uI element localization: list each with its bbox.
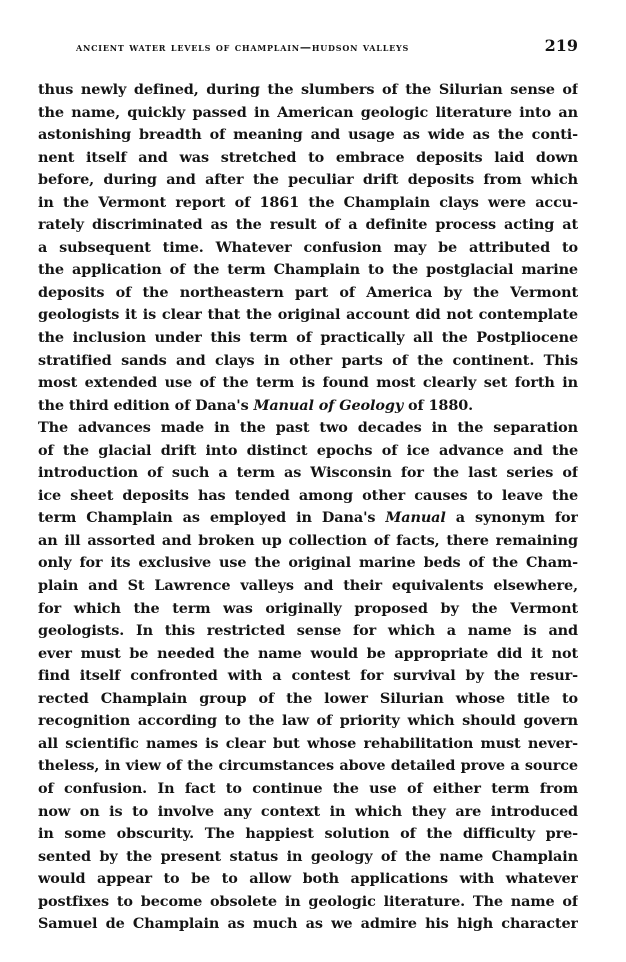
text-line: for which the term was originally proposed by the Vermont [38,599,578,617]
text-line: nent itself and was stretched to embrace deposits laid down [38,148,578,166]
book-title: Manual [385,509,446,527]
text-line: most extended use of the term is found most clearly set forth in [38,374,578,392]
body-text [38,79,578,936]
text-line: the name, quickly passed in American geologic literature into an [38,103,578,121]
text-run: a synonym for [445,509,578,527]
text-line: Samuel de Champlain as much as we admire his high character [38,915,578,933]
text-line: in some obscurity. The happiest solution of the difficulty pre- [38,825,578,843]
text-line: postfixes to become obsolete in geologic literature. The name of [38,892,578,910]
text-line: recognition according to the law of priority which should govern [38,712,578,730]
text-line: an ill assorted and broken up collection of facts, there remaining [38,531,578,549]
text-line: a subsequent time. Whatever confusion may be attributed to [38,238,578,256]
text-run: of 1880. [403,396,474,414]
page-number: 219 [544,36,578,55]
text-line: in the Vermont report of 1861 the Champlain clays were accu- [38,193,578,211]
text-line: of confusion. In fact to continue the use of either term from [38,779,578,797]
running-title: ancient water levels of champlain—hudson valleys [76,40,410,54]
text-line: theless, in view of the circumstances above detailed prove a source [38,757,578,775]
text-line: geologists. In this restricted sense for which a name is and [38,622,578,640]
text-line: only for its exclusive use the original marine beds of the Cham- [38,554,578,572]
book-page [38,36,578,936]
text-line: all scientific names is clear but whose rehabilitation must never- [38,734,578,752]
text-line: astonishing breadth of meaning and usage as wide as the conti- [38,126,578,144]
text-line: sented by the present status in geology of the name Champlain [38,847,578,865]
text-line: deposits of the northeastern part of America by the Vermont [38,283,578,301]
text-line: ever must be needed the name would be appropriate did it not [38,644,578,662]
text-line: plain and St Lawrence valleys and their equivalents elsewhere, [38,577,578,595]
book-title: Manual of Geology [253,396,404,414]
paragraph-2 [38,417,578,936]
text-line: find itself confronted with a contest for survival by the resur- [38,667,578,685]
text-line: of the glacial drift into distinct epochs of ice advance and the [38,441,578,459]
text-line: the application of the term Champlain to the postglacial marine [38,261,578,279]
text-line: before, during and after the peculiar drift deposits from which [38,171,578,189]
text-line: rately discriminated as the result of a definite process acting at [38,216,578,234]
text-line: The advances made in the past two decades in the separation [38,419,578,437]
text-run: the third edition of Dana's [38,396,254,414]
text-line: rected Champlain group of the lower Silurian whose title to [38,689,578,707]
text-line: ice sheet deposits has tended among other causes to leave the [38,486,578,504]
text-line: the inclusion under this term of practically all the Postpliocene [38,329,578,347]
text-line: stratified sands and clays in other parts of the continent. This [38,351,578,369]
text-run: term Champlain as employed in Dana's [38,509,386,527]
text-line [38,395,578,418]
paragraph-1 [38,79,578,417]
text-line: geologists it is clear that the original account did not contemplate [38,306,578,324]
text-line: thus newly defined, during the slumbers of the Silurian sense of [38,81,578,98]
text-line: now on is to involve any context in which they are introduced [38,802,578,820]
text-line: would appear to be to allow both applications with whatever [38,870,578,888]
text-line: introduction of such a term as Wisconsin for the last series of [38,464,578,482]
running-head [38,36,578,62]
text-line [38,507,578,530]
